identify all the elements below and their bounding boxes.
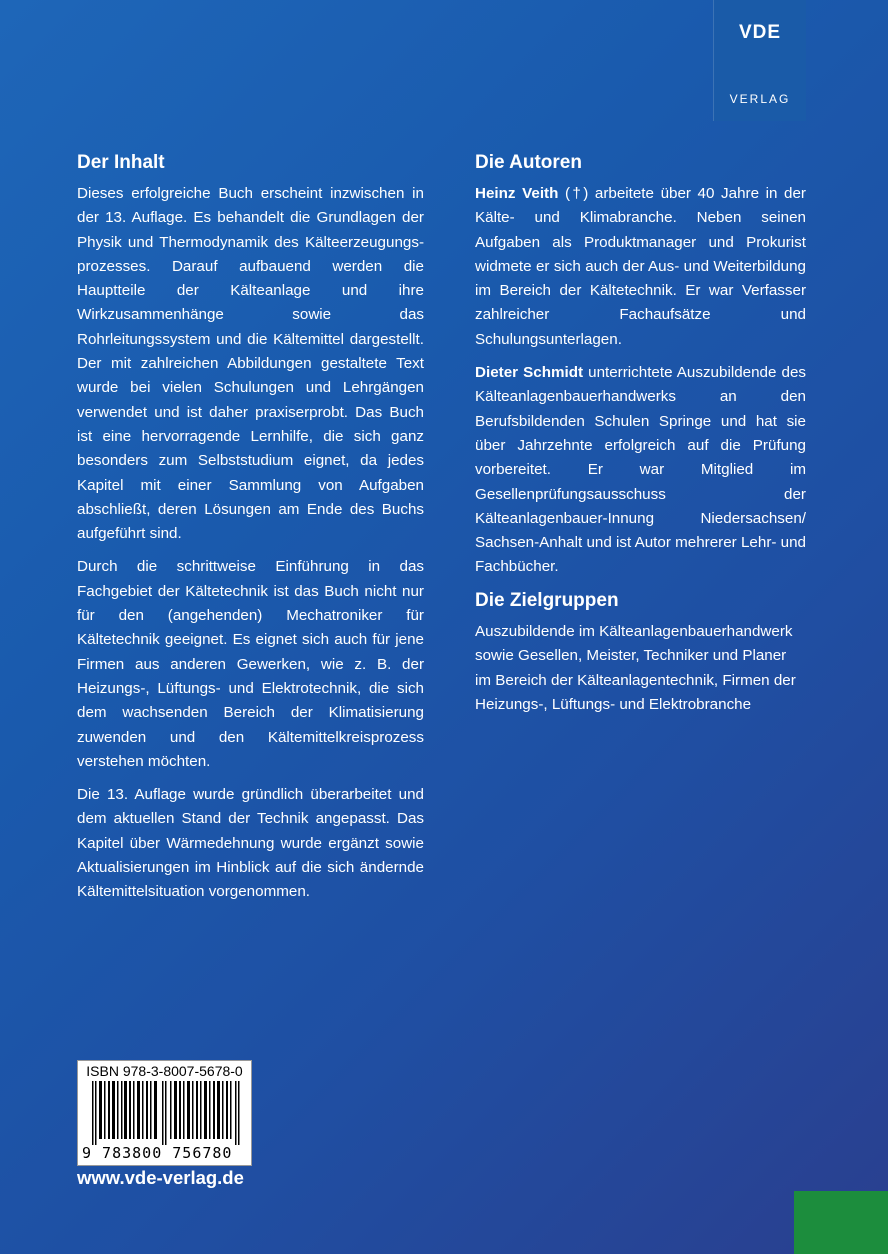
author-2-text: unterrichtete Auszubildende des Kälteanlagenbauerhandwerks an den Berufsbildenden Schulen Springe und hat sie über Jahrzehnte erfolgreich auf die Prüfung vorbereitet. Er war Mitglied im Gesellenprüfungsausschuss der Kälteanlagenbauer-Innung Niedersachsen/ Sachsen-Anhalt und ist Autor mehrerer Lehr- und Fachbücher. <box>475 364 806 576</box>
author-2-name: Dieter Schmidt <box>475 364 584 382</box>
author-1-bio <box>475 182 806 352</box>
barcode-digits: 9 783800 756780 <box>82 1144 233 1162</box>
barcode-bars-icon <box>92 1081 242 1145</box>
autoren-section <box>475 151 806 589</box>
logo-sub: VERLAG <box>729 92 791 106</box>
author-2-bio <box>475 361 806 580</box>
logo-brand: VDE <box>738 22 782 43</box>
zielgruppen-text: Auszubildende im Kälteanlagenbauerhandwerk sowie Gesellen, Meister, Techniker und Planer im Bereich der Kälteanlagentechnik, Firmen der Heizungs-, Lüftungs- und Elektrobranche <box>475 623 796 713</box>
green-corner-block <box>794 1191 888 1254</box>
vde-verlag-logo <box>713 0 806 121</box>
isbn-label: ISBN 978-3-8007-5678-0 <box>86 1063 243 1079</box>
inhalt-paragraph-1: Dieses erfolgreiche Buch erscheint inzwischen in der 13. Auflage. Es behandelt die Grundlagen der Physik und Thermodynamik des Kälteerzeugungsprozesses. Darauf aufbauend werden die Hauptteile der Kälteanlage und ihre Wirkzusammenhänge sowie das Rohrleitungssystem und die Kältemittel dargestellt. Der mit zahlreichen Abbildungen gestaltete Text wurde bei vielen Schulungen und Lehrgängen verwendet und ist daher praxiserprobt. Das Buch ist eine hervorragende Lernhilfe, die sich ganz besonders zum Selbststudium eignet, da jedes Kapitel mit einer Sammlung von Aufgaben abschließt, deren Lösungen am Ende des Buchs aufgeführt sind. <box>77 185 424 543</box>
autoren-title: Die Autoren <box>475 152 582 173</box>
isbn-barcode <box>77 1060 252 1166</box>
inhalt-paragraph-3: Die 13. Auflage wurde gründlich überarbeitet und dem aktuellen Stand der Technik angepasst. Das Kapitel über Wärmedehnung wurde ergänzt sowie Aktualisierungen im Hinblick auf die sich ändernde Kältemittelsituation vorgenommen. <box>77 786 424 901</box>
zielgruppen-section <box>475 589 806 726</box>
inhalt-paragraph-2: Durch die schrittweise Einführung in das Fachgebiet der Kältetechnik ist das Buch nicht nur für den (angehenden) Mechatroniker für Kältetechnik geeignet. Es eignet sich auch für jene Firmen aus anderen Gewerken, wie z. B. der Heizungs-, Lüftungs- und Elektrotechnik, die sich dem wachsenden Bereich der Klimatisierung zuwenden und den Kältemittelkreisprozess verstehen möchten. <box>77 558 424 770</box>
inhalt-title: Der Inhalt <box>77 152 165 173</box>
author-1-name: Heinz Veith <box>475 185 559 202</box>
zielgruppen-title: Die Zielgruppen <box>475 590 619 611</box>
inhalt-section <box>77 151 424 914</box>
author-1-text: (†) arbeitete über 40 Jahre in der Kälte- und Klimabranche. Neben seinen Aufgaben als Produktmanager und Prokurist widmete er sich auch der Aus- und Weiterbildung im Bereich der Kältetechnik. Er war Verfasser zahlreicher Fachaufsätze und Schulungsunterlagen. <box>475 185 806 348</box>
publisher-url: www.vde-verlag.de <box>77 1167 244 1188</box>
